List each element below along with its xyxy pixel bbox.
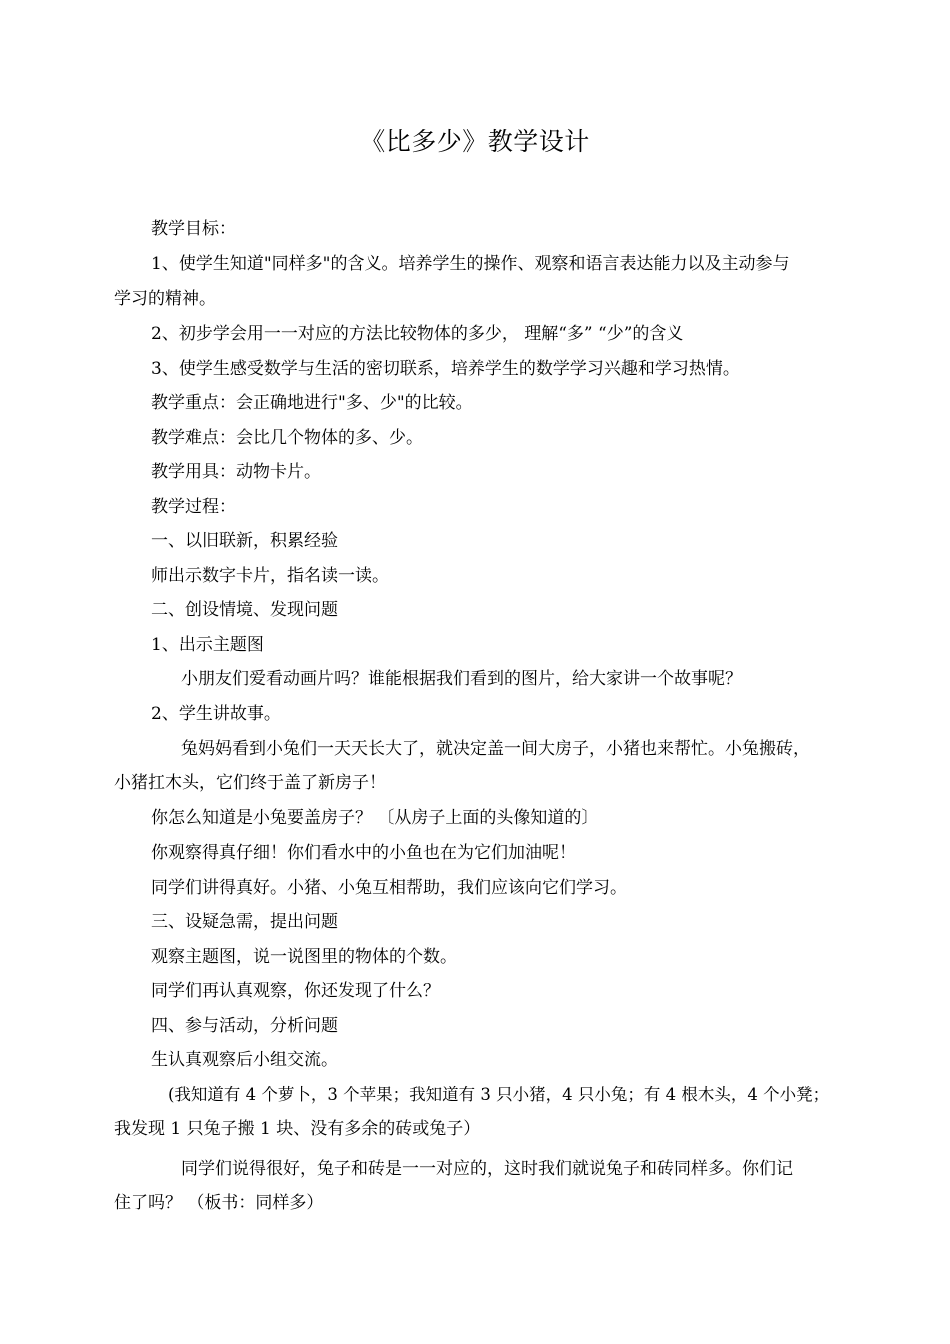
paragraph-line: 兔妈妈看到小兔们一天天长大了，就决定盖一间大房子，小猪也来帮忙。小兔搬砖， bbox=[181, 739, 810, 759]
paragraph-line: 教学用具：动物卡片。 bbox=[151, 462, 321, 482]
paragraph-line: 教学过程： bbox=[151, 497, 236, 517]
paragraph-line: 生认真观察后小组交流。 bbox=[151, 1050, 338, 1070]
document-title: 《比多少》教学设计 bbox=[360, 127, 590, 156]
section-heading: 四、参与活动，分析问题 bbox=[151, 1016, 338, 1036]
section-heading: 二、创设情境、发现问题 bbox=[151, 600, 338, 620]
paragraph-line: (我知道有 4 个萝卜，3 个苹果；我知道有 3 只小猪，4 只小兔；有 4 根木头，4 个小凳； bbox=[168, 1085, 830, 1104]
paragraph-line: 你观察得真仔细！你们看水中的小鱼也在为它们加油呢！ bbox=[151, 843, 576, 863]
paragraph-line: 学习的精神。 bbox=[114, 289, 216, 309]
paragraph-line: 小猪扛木头，它们终于盖了新房子！ bbox=[114, 773, 386, 793]
paragraph-line: 同学们再认真观察，你还发现了什么？ bbox=[151, 981, 440, 1001]
paragraph-line: 小朋友们爱看动画片吗？谁能根据我们看到的图片，给大家讲一个故事呢？ bbox=[181, 669, 742, 689]
paragraph-line: 3、使学生感受数学与生活的密切联系，培养学生的数学学习兴趣和学习热情。 bbox=[151, 359, 740, 379]
paragraph-line: 教学目标： bbox=[151, 219, 236, 239]
paragraph-line: 同学们说得很好，兔子和砖是一一对应的，这时我们就说兔子和砖同样多。你们记 bbox=[181, 1159, 793, 1179]
paragraph-line: 观察主题图，说一说图里的物体的个数。 bbox=[151, 947, 457, 967]
section-heading: 三、设疑急需，提出问题 bbox=[151, 912, 338, 932]
paragraph-line: 同学们讲得真好。小猪、小兔互相帮助，我们应该向它们学习。 bbox=[151, 878, 627, 898]
paragraph-line: 2、初步学会用一一对应的方法比较物体的多少， 理解“多” “少”的含义 bbox=[151, 324, 684, 344]
paragraph-line: 师出示数字卡片，指名读一读。 bbox=[151, 566, 389, 586]
section-heading: 一、以旧联新，积累经验 bbox=[151, 531, 338, 551]
paragraph-line: 教学难点：会比几个物体的多、少。 bbox=[151, 428, 423, 448]
paragraph-line: 我发现 1 只兔子搬 1 块、没有多余的砖或兔子） bbox=[114, 1119, 481, 1139]
paragraph-line: 住了吗？ （板书：同样多） bbox=[114, 1193, 324, 1213]
paragraph-line: 你怎么知道是小兔要盖房子？ 〔从房子上面的头像知道的〕 bbox=[151, 808, 599, 828]
paragraph-line: 教学重点：会正确地进行"多、少"的比较。 bbox=[151, 393, 473, 413]
paragraph-line: 1、使学生知道"同样多"的含义。培养学生的操作、观察和语言表达能力以及主动参与 bbox=[151, 254, 790, 274]
paragraph-line: 1、出示主题图 bbox=[151, 635, 264, 655]
paragraph-line: 2、学生讲故事。 bbox=[151, 704, 281, 724]
